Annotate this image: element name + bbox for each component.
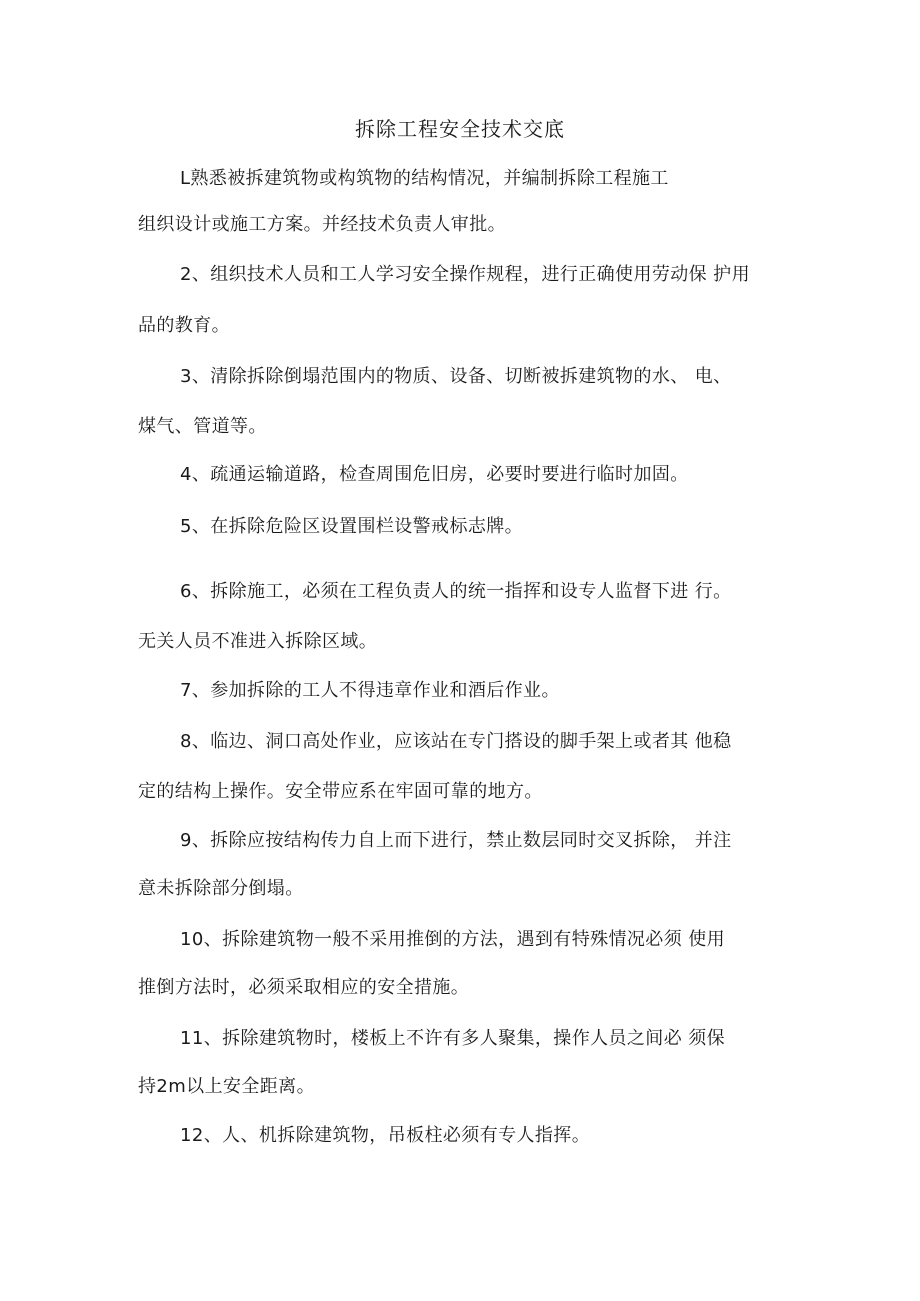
item-7-line-1: 7、参加拆除的工人不得违章作业和酒后作业。 [180, 680, 560, 701]
item-9-line-2: 意未拆除部分倒塌。 [138, 878, 304, 899]
item-10-line-2: 推倒方法时，必须采取相应的安全措施。 [138, 977, 470, 998]
item-6-line-1: 6、拆除施工，必须在工程负责人的统一指挥和设专人监督下进 行。 [180, 581, 732, 602]
item-6-line-2: 无关人员不准进入拆除区域。 [138, 631, 378, 652]
page-title: 拆除工程安全技术交底 [355, 117, 565, 141]
item-4-line-1: 4、疏通运输道路，检查周围危旧房，必要时要进行临时加固。 [180, 464, 689, 485]
item-12-line-1: 12、人、机拆除建筑物，吊板柱必须有专人指挥。 [180, 1125, 591, 1146]
item-11-line-1: 11、拆除建筑物时，楼板上不许有多人聚集，操作人员之间必 须保 [180, 1028, 726, 1049]
item-10-line-1: 10、拆除建筑物一般不采用推倒的方法，遇到有特殊情况必须 使用 [180, 929, 726, 950]
item-8-line-1: 8、临边、洞口高处作业，应该站在专门搭设的脚手架上或者其 他稳 [180, 731, 732, 752]
item-5-line-1: 5、在拆除危险区设置围栏设警戒标志牌。 [180, 516, 524, 537]
item-9-line-1: 9、拆除应按结构传力自上而下进行，禁止数层同时交叉拆除， 并注 [180, 830, 732, 851]
item-1-line-1: L熟悉被拆建筑物或构筑物的结构情况，并编制拆除工程施工 [180, 168, 669, 189]
item-8-line-2: 定的结构上操作。安全带应系在牢固可靠的地方。 [138, 781, 543, 802]
item-1-line-2: 组织设计或施工方案。并经技术负责人审批。 [138, 214, 506, 235]
item-11-line-2: 持2m以上安全距离。 [138, 1076, 315, 1097]
item-3-line-1: 3、清除拆除倒塌范围内的物质、设备、切断被拆建筑物的水、 电、 [180, 366, 732, 387]
item-2-line-1: 2、组织技术人员和工人学习安全操作规程，进行正确使用劳动保 护用 [180, 264, 750, 285]
item-3-line-2: 煤气、管道等。 [138, 416, 267, 437]
item-2-line-2: 品的教育。 [138, 315, 230, 336]
